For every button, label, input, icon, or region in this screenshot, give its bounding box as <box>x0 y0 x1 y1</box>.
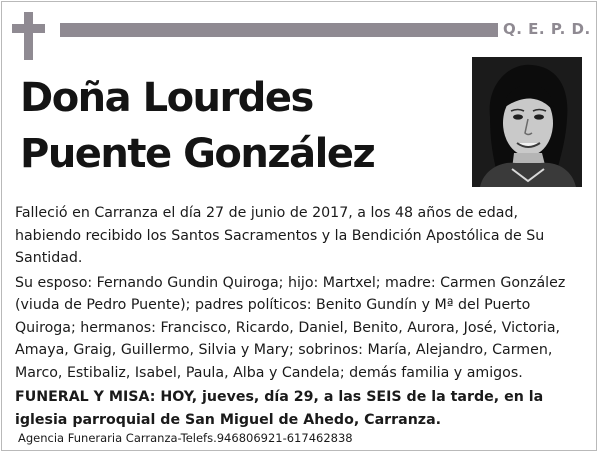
death-notice-paragraph: Falleció en Carranza el día 27 de junio de 2017, a los 48 años de edad, habiendo recibido los Santos Sacramentos y la Bendición Apostólica de Su Santidad. <box>15 205 545 266</box>
funeral-agency: Agencia Funeraria Carranza-Telefs.946806921-617462838 <box>18 431 353 445</box>
portrait-photo <box>472 57 582 187</box>
family-paragraph: Su esposo: Fernando Gundin Quiroga; hijo: Martxel; madre: Carmen González (viuda de Pedro Puente); padres políticos: Benito Gundín y Mª del Puerto Quiroga; hermanos: Francisco, Ricardo, Daniel, Benito, Aurora, José, Victoria, Amaya, Graig, Guillermo, Silvia y Mary; sobrinos: María, Alejandro, Carmen, Marco, Estibaliz, Isabel, Paula, Alba y Candela; demás familia y amigos. <box>15 274 566 381</box>
header-rule <box>60 23 498 37</box>
deceased-name <box>20 70 460 182</box>
deceased-name-line-1: Doña Lourdes <box>20 75 313 121</box>
deceased-name-line-2: Puente González <box>20 131 375 177</box>
obituary-text <box>15 202 587 433</box>
qepd-label: Q. E. P. D. <box>503 20 591 38</box>
funeral-paragraph: FUNERAL Y MISA: HOY, jueves, día 29, a las SEIS de la tarde, en la iglesia parroquial de San Miguel de Ahedo, Carranza. <box>15 389 544 428</box>
